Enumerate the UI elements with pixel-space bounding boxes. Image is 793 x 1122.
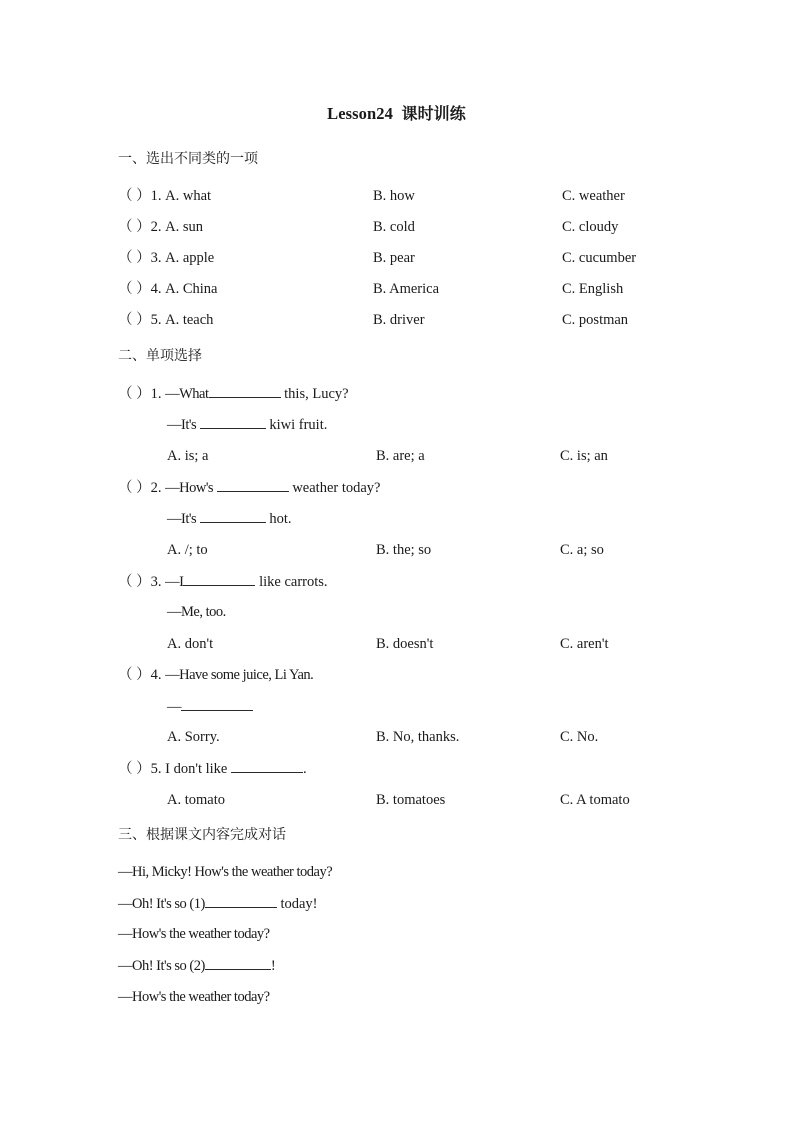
option-a[interactable]: A. what	[165, 188, 212, 204]
option-b[interactable]: B. driver	[373, 312, 425, 328]
dialogue-line	[118, 988, 270, 1006]
answer-bracket-2-1[interactable]: （ ）1.	[118, 386, 162, 402]
dialogue-text: —Oh! It's so (2)	[118, 958, 205, 974]
question-stem: I don't like	[165, 761, 228, 777]
dialogue-text-tail: today!	[276, 896, 318, 912]
question-row	[118, 311, 213, 329]
option-c[interactable]: C. cloudy	[562, 219, 619, 235]
dialogue-text-tail: !	[270, 958, 276, 974]
question-reply	[167, 603, 226, 621]
dialogue-line	[118, 956, 276, 975]
question-stem: —Have some juice, Li Yan.	[165, 667, 314, 683]
answer-bracket-1-2[interactable]: （ ）2.	[118, 219, 162, 235]
reply-head: —Me, too.	[167, 604, 226, 620]
dialogue-line	[118, 925, 270, 943]
question-stem: —What	[165, 386, 209, 402]
option-c[interactable]: C. is; an	[560, 448, 608, 464]
dialogue-line	[118, 894, 318, 913]
question-row	[118, 280, 217, 298]
fill-blank[interactable]	[217, 478, 289, 492]
page-title-chinese: 课时训练	[401, 104, 466, 123]
question-row	[118, 218, 203, 236]
answer-bracket-1-1[interactable]: （ ）1.	[118, 188, 162, 204]
option-b[interactable]: B. pear	[373, 250, 415, 266]
dialogue-text: —How's the weather today?	[118, 989, 270, 1005]
question-reply	[167, 697, 253, 716]
answer-bracket-1-4[interactable]: （ ）4.	[118, 281, 162, 297]
fill-blank[interactable]	[200, 509, 266, 523]
answer-bracket-2-5[interactable]: （ ）5.	[118, 761, 162, 777]
option-b[interactable]: B. doesn't	[376, 636, 434, 652]
answer-bracket-1-3[interactable]: （ ）3.	[118, 250, 162, 266]
dialogue-line	[118, 863, 332, 881]
fill-blank[interactable]	[205, 894, 277, 908]
answer-bracket-2-2[interactable]: （ ）2.	[118, 480, 162, 496]
option-a[interactable]: A. apple	[165, 250, 215, 266]
reply-head: —It's	[167, 417, 197, 433]
option-b[interactable]: B. how	[373, 188, 415, 204]
question-row	[118, 478, 381, 497]
dialogue-text: —Hi, Micky! How's the weather today?	[118, 864, 333, 880]
option-b[interactable]: B. cold	[373, 219, 415, 235]
option-a[interactable]: A. tomato	[167, 792, 225, 808]
question-row	[118, 249, 214, 267]
option-a[interactable]: A. Sorry.	[167, 729, 220, 745]
option-a[interactable]: A. /; to	[167, 542, 208, 558]
question-row	[118, 572, 328, 591]
question-stem-tail: weather today?	[292, 480, 381, 496]
option-a[interactable]: A. is; a	[167, 448, 209, 464]
question-row	[118, 384, 349, 403]
fill-blank[interactable]	[181, 697, 253, 711]
answer-bracket-2-3[interactable]: （ ）3.	[118, 574, 162, 590]
option-b[interactable]: B. tomatoes	[376, 792, 446, 808]
page-title-lesson: Lesson24	[327, 104, 394, 123]
reply-tail: kiwi fruit.	[269, 417, 328, 433]
answer-bracket-1-5[interactable]: （ ）5.	[118, 312, 162, 328]
reply-head: —It's	[167, 511, 197, 527]
option-c[interactable]: C. A tomato	[560, 792, 630, 808]
option-c[interactable]: C. aren't	[560, 636, 609, 652]
fill-blank[interactable]	[231, 759, 303, 773]
option-c[interactable]: C. No.	[560, 729, 599, 745]
question-stem-tail: .	[302, 761, 307, 777]
page-title	[0, 104, 793, 124]
question-reply	[167, 509, 292, 528]
dialogue-text: —How's the weather today?	[118, 926, 270, 942]
option-b[interactable]: B. America	[373, 281, 440, 297]
question-row	[118, 666, 313, 684]
question-row	[118, 187, 211, 205]
section-heading-2: 二、单项选择	[118, 348, 202, 364]
question-reply	[167, 415, 327, 434]
option-c[interactable]: C. a; so	[560, 542, 604, 558]
option-c[interactable]: C. cucumber	[562, 250, 637, 266]
section-heading-3: 三、根据课文内容完成对话	[118, 827, 286, 843]
option-b[interactable]: B. No, thanks.	[376, 729, 460, 745]
question-stem-tail: this, Lucy?	[284, 386, 349, 402]
option-a[interactable]: A. sun	[165, 219, 203, 235]
option-b[interactable]: B. the; so	[376, 542, 432, 558]
section-heading-1: 一、选出不同类的一项	[118, 151, 258, 167]
reply-tail: hot.	[269, 511, 292, 527]
dialogue-text: —Oh! It's so (1)	[118, 896, 205, 912]
question-stem: —I	[165, 574, 184, 590]
question-stem-tail: like carrots.	[259, 574, 328, 590]
option-a[interactable]: A. China	[165, 281, 218, 297]
fill-blank[interactable]	[209, 384, 281, 398]
option-a[interactable]: A. teach	[165, 312, 214, 328]
fill-blank[interactable]	[205, 956, 271, 970]
option-c[interactable]: C. English	[562, 281, 624, 297]
fill-blank[interactable]	[200, 415, 266, 429]
option-c[interactable]: C. weather	[562, 188, 625, 204]
reply-head: —	[167, 699, 181, 715]
option-c[interactable]: C. postman	[562, 312, 629, 328]
question-stem: —How's	[165, 480, 214, 496]
option-a[interactable]: A. don't	[167, 636, 214, 652]
option-b[interactable]: B. are; a	[376, 448, 425, 464]
question-row	[118, 759, 307, 778]
fill-blank[interactable]	[183, 572, 255, 586]
answer-bracket-2-4[interactable]: （ ）4.	[118, 667, 162, 683]
